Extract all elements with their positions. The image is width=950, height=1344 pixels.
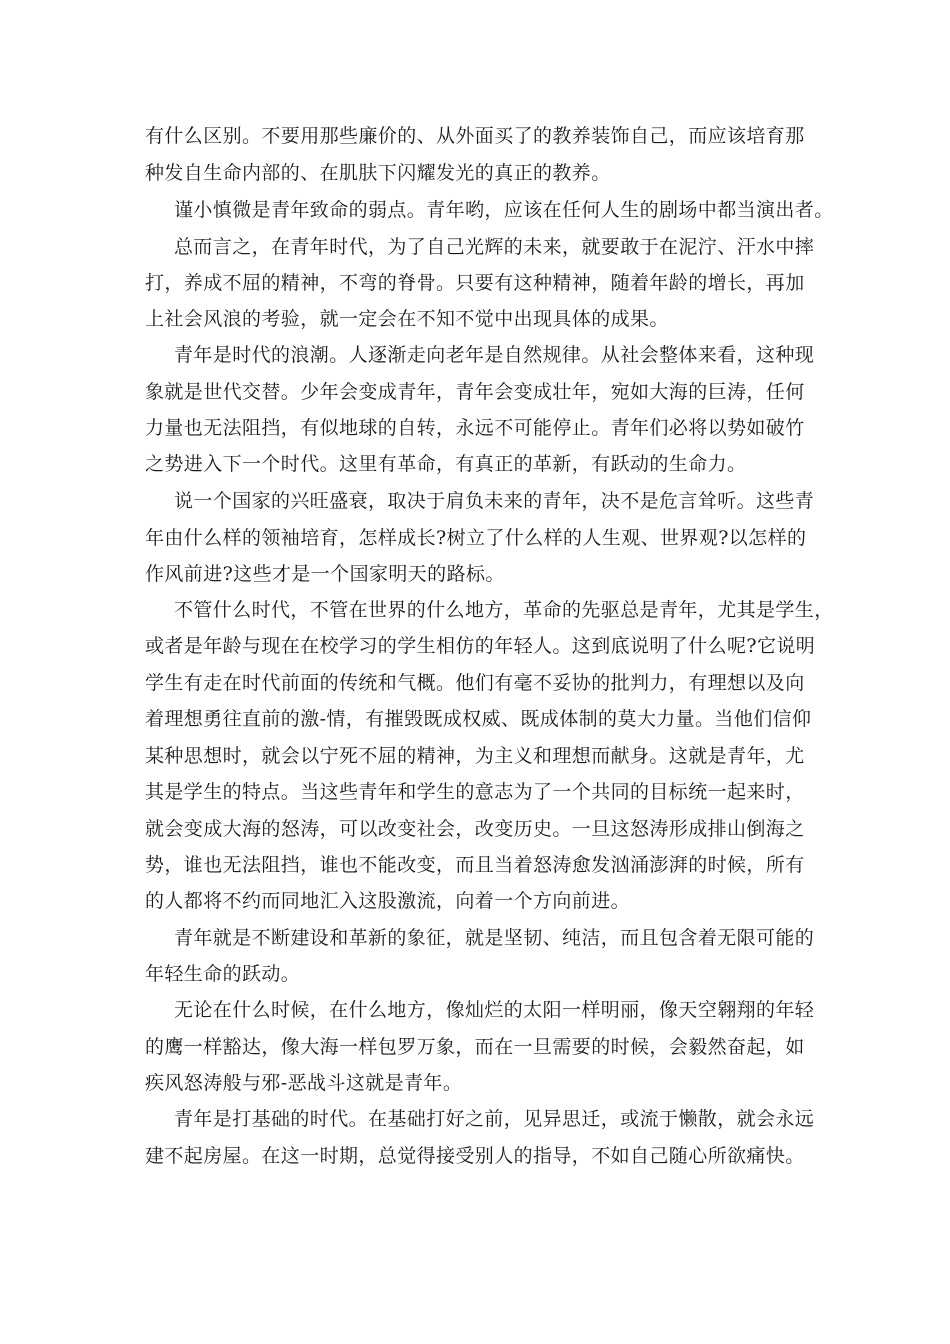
text-line: 就会变成大海的怒涛，可以改变社会，改变历史。一旦这怒涛形成排山倒海之 (145, 818, 805, 840)
text-line: 打，养成不屈的精神，不弯的脊骨。只要有这种精神，随着年龄的增长，再加 (145, 272, 805, 294)
text-line: 无论在什么时候，在什么地方，像灿烂的太阳一样明丽，像天空翱翔的年轻 (174, 999, 815, 1021)
text-line: 作风前进?这些才是一个国家明天的路标。 (145, 563, 505, 585)
text-line: 谨小慎微是青年致命的弱点。青年哟，应该在任何人生的剧场中都当演出者。 (174, 199, 834, 221)
text-line: 种发自生命内部的、在肌肤下闪耀发光的真正的教养。 (145, 162, 611, 184)
text-line: 着理想勇往直前的激-情，有摧毁既成权威、既成体制的莫大力量。当他们信仰 (145, 708, 812, 730)
text-line: 学生有走在时代前面的传统和气概。他们有毫不妥协的批判力，有理想以及向 (145, 672, 805, 694)
text-line: 说一个国家的兴旺盛衰，取决于肩负未来的青年，决不是危言耸听。这些青 (174, 490, 815, 512)
text-line: 疾风怒涛般与邪-恶战斗这就是青年。 (145, 1072, 463, 1094)
text-line: 年轻生命的跃动。 (145, 963, 301, 985)
text-line: 有什么区别。不要用那些廉价的、从外面买了的教养装饰自己，而应该培育那 (145, 125, 805, 147)
text-line: 青年是时代的浪潮。人逐渐走向老年是自然规律。从社会整体来看，这种现 (174, 344, 815, 366)
text-line: 象就是世代交替。少年会变成青年，青年会变成壮年，宛如大海的巨涛，任何 (145, 381, 805, 403)
text-line: 总而言之，在青年时代，为了自己光辉的未来，就要敢于在泥泞、汗水中摔 (174, 236, 815, 258)
text-line: 的人都将不约而同地汇入这股激流，向着一个方向前进。 (145, 890, 631, 912)
text-line: 势，谁也无法阻挡，谁也不能改变，而且当着怒涛愈发汹涌澎湃的时候，所有 (145, 854, 805, 876)
text-line: 年由什么样的领袖培育，怎样成长?树立了什么样的人生观、世界观?以怎样的 (145, 527, 807, 549)
text-line: 上社会风浪的考验，就一定会在不知不觉中出现具体的成果。 (145, 308, 669, 330)
text-line: 青年就是不断建设和革新的象征，就是坚韧、纯洁，而且包含着无限可能的 (174, 927, 815, 949)
text-line: 不管什么时代，不管在世界的什么地方，革命的先驱总是青年，尤其是学生， (174, 599, 834, 621)
text-line: 的鹰一样豁达，像大海一样包罗万象，而在一旦需要的时候，会毅然奋起，如 (145, 1036, 805, 1058)
text-line: 青年是打基础的时代。在基础打好之前，见异思迁，或流于懒散，就会永远 (174, 1108, 815, 1130)
text-line: 某种思想时，就会以宁死不屈的精神，为主义和理想而献身。这就是青年，尤 (145, 745, 805, 767)
text-line: 力量也无法阻挡，有似地球的自转，永远不可能停止。青年们必将以势如破竹 (145, 417, 805, 439)
text-line: 其是学生的特点。当这些青年和学生的意志为了一个共同的目标统一起来时， (145, 781, 805, 803)
text-line: 或者是年龄与现在在校学习的学生相仿的年轻人。这到底说明了什么呢?它说明 (145, 635, 816, 657)
text-line: 之势进入下一个时代。这里有革命，有真正的革新，有跃动的生命力。 (145, 453, 747, 475)
text-line: 建不起房屋。在这一时期，总觉得接受别人的指导，不如自己随心所欲痛快。 (145, 1145, 805, 1167)
